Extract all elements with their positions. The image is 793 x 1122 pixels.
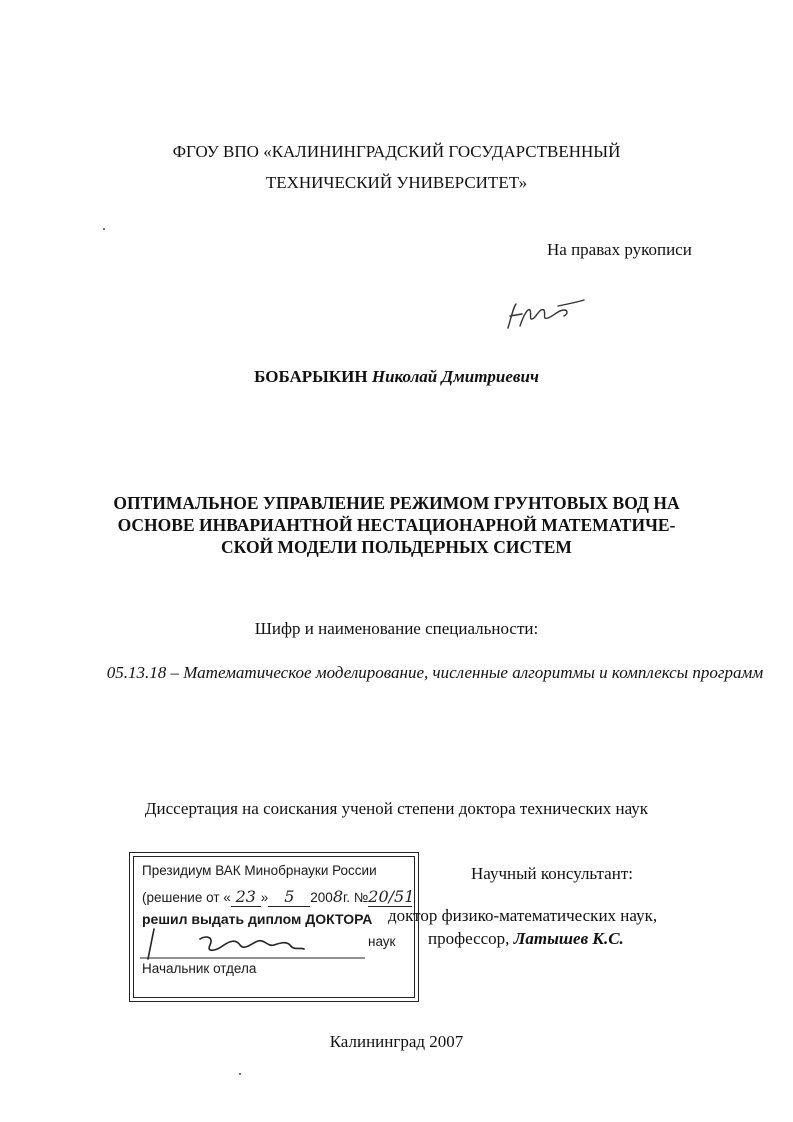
- author-signature: [498, 296, 588, 336]
- scan-speck: [239, 1073, 241, 1075]
- dissertation-title: [0, 492, 793, 558]
- specialty-text: 05.13.18 – Математическое моделирование, численные алгоритмы и комплексы программ: [106, 663, 764, 682]
- stamp-field-suffix: наук: [368, 934, 396, 949]
- title-line-2: ОСНОВЕ ИНВАРИАНТНОЙ НЕСТАЦИОНАРНОЙ МАТЕМАТИЧЕ-: [117, 515, 676, 535]
- consultant-degree: доктор физико-математических наук,: [388, 906, 658, 925]
- stamp-decision-prefix: (решение от «: [142, 890, 231, 905]
- stamp-number-prefix: г. №: [343, 890, 369, 905]
- scan-speck: [103, 228, 105, 230]
- institution-line-1: ФГОУ ВПО «КАЛИНИНГРАДСКИЙ ГОСУДАРСТВЕННЫЙ: [172, 142, 621, 161]
- city-year: Калининград 2007: [329, 1032, 464, 1051]
- author-surname: БОБАРЫКИН: [254, 367, 368, 386]
- manuscript-note: На правах рукописи: [547, 240, 692, 259]
- stamp-day: 23: [231, 887, 261, 907]
- consultant-position: профессор,: [428, 929, 510, 948]
- consultant-name: Латышев К.С.: [513, 929, 624, 948]
- institution-line-2: ТЕХНИЧЕСКИЙ УНИВЕРСИТЕТ»: [265, 173, 528, 192]
- title-line-1: ОПТИМАЛЬНОЕ УПРАВЛЕНИЕ РЕЖИМОМ ГРУНТОВЫХ ВОД НА: [113, 493, 680, 513]
- stamp-field-handwriting: [140, 925, 365, 965]
- stamp-month: 5: [268, 887, 310, 907]
- stamp-month-sep: »: [260, 890, 269, 905]
- degree-line: Диссертация на соискания ученой степени доктора технических наук: [144, 799, 649, 818]
- consultant-label: Научный консультант:: [471, 864, 633, 883]
- stamp-line-3: решил выдать диплом ДОКТОРА: [142, 911, 373, 927]
- author-name: [0, 367, 793, 387]
- author-given-names: Николай Дмитриевич: [371, 367, 539, 386]
- vak-stamp: [133, 856, 415, 998]
- stamp-number: 20/51: [368, 887, 415, 906]
- specialty-heading: Шифр и наименование специальности:: [254, 619, 539, 638]
- stamp-line-5: Начальник отдела: [142, 961, 257, 976]
- title-line-3: СКОЙ МОДЕЛИ ПОЛЬДЕРНЫХ СИСТЕМ: [221, 537, 572, 557]
- stamp-line-1: Президиум ВАК Минобрнауки России: [142, 863, 377, 878]
- stamp-year-prefix: 200: [310, 890, 333, 905]
- stamp-decision-line: [142, 887, 415, 907]
- consultant-line: [428, 929, 624, 949]
- stamp-year-digit: 8: [332, 887, 343, 906]
